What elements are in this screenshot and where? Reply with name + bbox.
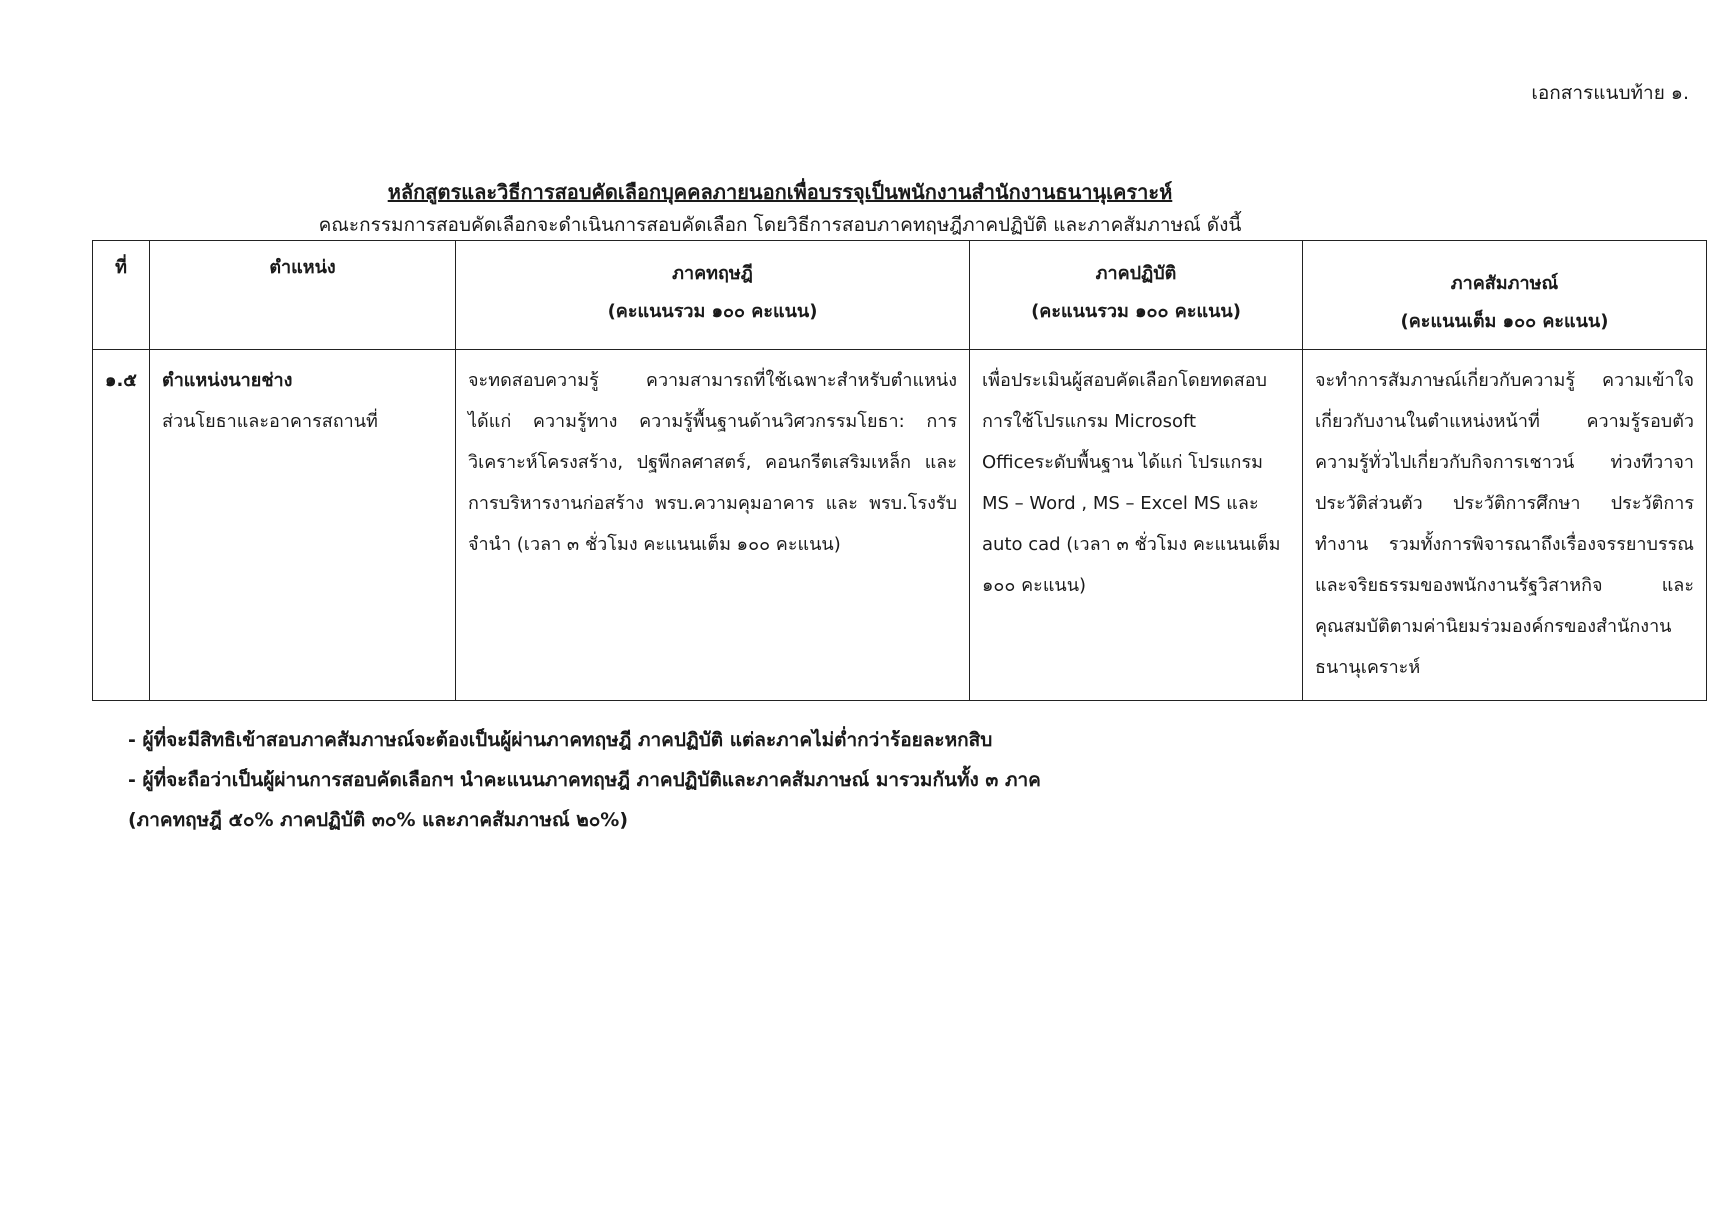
header-practice-score: (คะแนนรวม ๑๐๐ คะแนน) bbox=[1031, 301, 1241, 322]
header-no bbox=[93, 241, 150, 350]
header-no-label: ที่ bbox=[115, 257, 127, 278]
note-score-weights: (ภาคทฤษฎี ๕๐% ภาคปฏิบัติ ๓๐% และภาคสัมภาษณ์ ๒๐%) bbox=[128, 809, 629, 831]
notes-section bbox=[128, 720, 1328, 840]
header-position-label: ตำแหน่ง bbox=[269, 257, 336, 278]
attachment-label: เอกสารแนบท้าย ๑. bbox=[1531, 82, 1689, 104]
header-theory bbox=[456, 241, 970, 350]
table-header-row bbox=[93, 241, 1707, 350]
note-pass-criteria: - ผู้ที่จะถือว่าเป็นผู้ผ่านการสอบคัดเลือกฯ นำคะแนนภาคทฤษฎี ภาคปฏิบัติและภาคสัมภาษณ์ มารวมกันทั้ง ๓ ภาค bbox=[128, 769, 1041, 791]
row-theory: จะทดสอบความรู้ ความสามารถที่ใช้เฉพาะสำหรับตำแหน่ง ได้แก่ ความรู้ทาง ความรู้พื้นฐานด้านวิศวกรรมโยธา: การวิเคราะห์โครงสร้าง, ปฐพีกลศาสตร์, คอนกรีตเสริมเหล็ก และการบริหารงานก่อสร้าง พรบ.ความคุมอาคาร และ พรบ.โรงรับจำนำ (เวลา ๓ ชั่วโมง คะแนนเต็ม ๑๐๐ คะแนน) bbox=[456, 350, 970, 701]
header-interview bbox=[1303, 241, 1707, 350]
header-theory-score: (คะแนนรวม ๑๐๐ คะแนน) bbox=[607, 301, 818, 322]
row-position bbox=[150, 350, 456, 701]
header-practice-title: ภาคปฏิบัติ bbox=[1095, 263, 1177, 284]
header-theory-title: ภาคทฤษฎี bbox=[672, 263, 753, 284]
row-interview: จะทำการสัมภาษณ์เกี่ยวกับความรู้ ความเข้าใจ เกี่ยวกับงานในตำแหน่งหน้าที่ ความรู้รอบตัว ความรู้ทั่วไปเกี่ยวกับกิจการเชาวน์ ท่วงทีวาจา ประวัติส่วนตัว ประวัติการศึกษา ประวัติการทำงาน รวมทั้งการพิจารณาถึงเรื่องจรรยาบรรณและจริยธรรมของพนักงานรัฐวิสาหกิจ และคุณสมบัติตามค่านิยมร่วมองค์กรของสำนักงานธนานุเคราะห์ bbox=[1303, 350, 1707, 701]
table-row bbox=[93, 350, 1707, 701]
exam-criteria-table bbox=[92, 240, 1707, 701]
position-department: ส่วนโยธาและอาคารสถานที่ bbox=[162, 411, 378, 432]
document-subtitle: คณะกรรมการสอบคัดเลือกจะดำเนินการสอบคัดเลือก โดยวิธีการสอบภาคทฤษฎีภาคปฏิบัติ และภาคสัมภาษณ์ ดังนี้ bbox=[318, 214, 1242, 236]
position-title: ตำแหน่งนายช่าง bbox=[162, 370, 293, 391]
note-interview-eligibility: - ผู้ที่จะมีสิทธิเข้าสอบภาคสัมภาษณ์จะต้องเป็นผู้ผ่านภาคทฤษฎี ภาคปฏิบัติ แต่ละภาคไม่ต่ำกว่าร้อยละหกสิบ bbox=[128, 729, 993, 751]
document-title: หลักสูตรและวิธีการสอบคัดเลือกบุคคลภายนอกเพื่อบรรจุเป็นพนักงานสำนักงานธนานุเคราะห์ bbox=[387, 180, 1173, 204]
header-interview-score: (คะแนนเต็ม ๑๐๐ คะแนน) bbox=[1400, 311, 1609, 332]
header-practice bbox=[970, 241, 1303, 350]
row-no: ๑.๕ bbox=[93, 350, 150, 701]
header-position bbox=[150, 241, 456, 350]
header-interview-title: ภาคสัมภาษณ์ bbox=[1450, 273, 1559, 294]
row-practice: เพื่อประเมินผู้สอบคัดเลือกโดยทดสอบการใช้โปรแกรม Microsoft Officeระดับพื้นฐาน ได้แก่ โปรแกรม MS – Word , MS – Excel MS และ auto cad (เวลา ๓ ชั่วโมง คะแนนเต็ม ๑๐๐ คะแนน) bbox=[970, 350, 1303, 701]
